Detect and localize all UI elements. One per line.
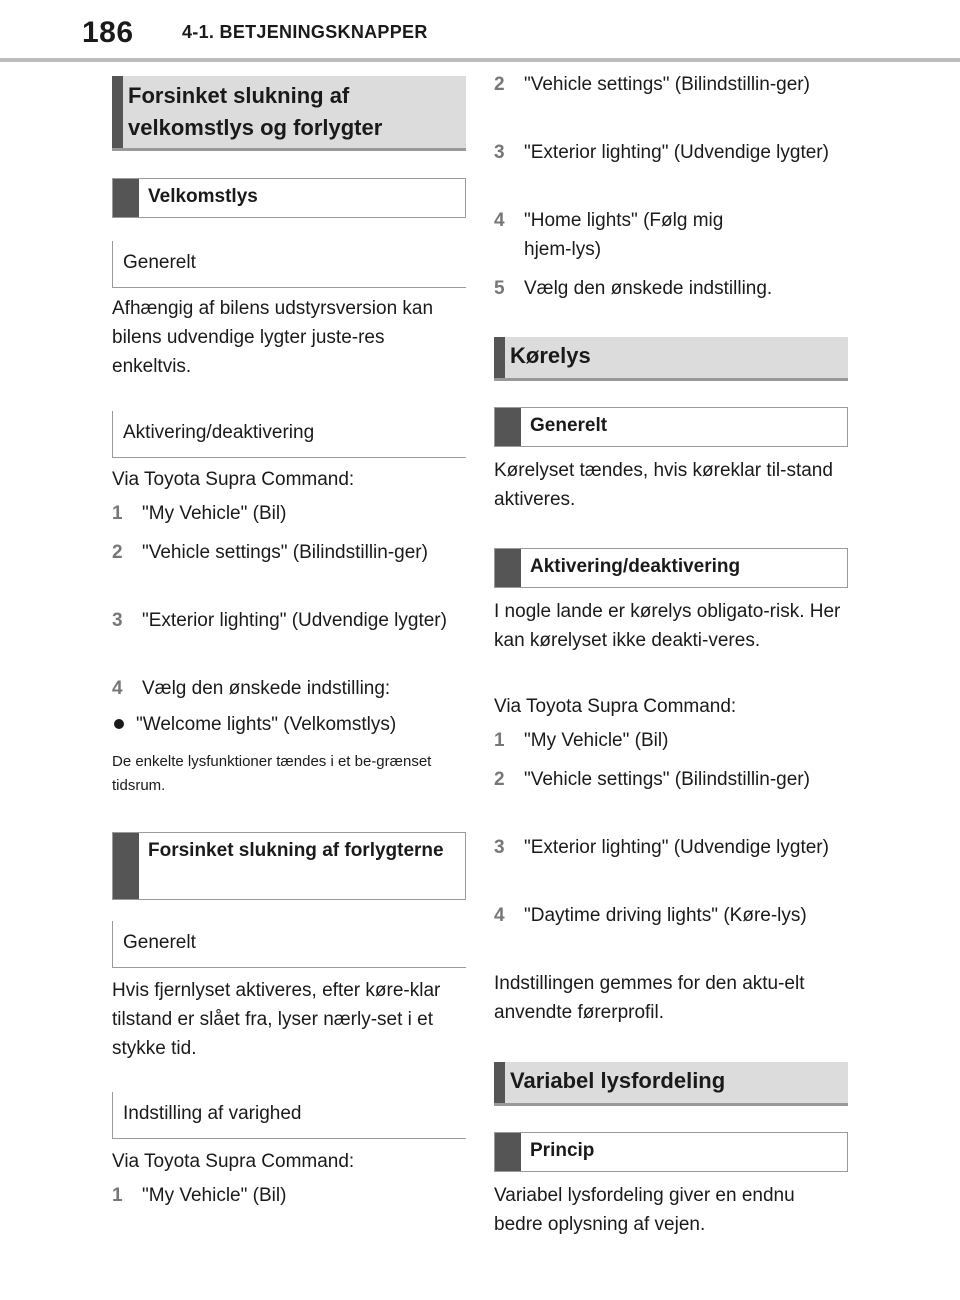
paragraph-equipment: Afhængig af bilens udstyrsversion kan bilens udvendige lygter juste-res enkeltvis.: [112, 298, 434, 377]
step-number: 4: [494, 905, 505, 926]
step-text: Vælg den ønskede indstilling:: [142, 678, 391, 699]
step-number: 2: [112, 542, 123, 563]
step-text: Vælg den ønskede indstilling.: [524, 278, 773, 299]
paragraph-drl-on: Kørelyset tændes, hvis køreklar til-stand aktiveres.: [494, 460, 833, 510]
paragraph-mandatory: I nogle lande er kørelys obligato-risk. Her kan kørelyset ikke deakti-veres.: [494, 601, 841, 651]
header-rule: [0, 58, 960, 62]
section-heading-drl: [494, 337, 848, 381]
note-text: De enkelte lysfunktioner tændes i et be-grænset tidsrum.: [112, 753, 432, 794]
step-text: "My Vehicle" (Bil): [142, 503, 287, 524]
topic-heading-general: [112, 241, 466, 288]
step-number: 1: [112, 1185, 123, 1206]
subsection-heading-general: [494, 407, 848, 447]
paragraph-saved-profile: Indstillingen gemmes for den aktu-elt anvendte førerprofil.: [494, 973, 805, 1023]
step-number: 3: [112, 610, 123, 631]
step-text: "Vehicle settings" (Bilindstillin-ger): [142, 542, 428, 563]
step-text: "Vehicle settings" (Bilindstillin-ger): [524, 74, 810, 95]
step-text: "Vehicle settings" (Bilindstillin-ger): [524, 769, 810, 790]
step-number: 3: [494, 142, 505, 163]
section-heading-variable-light: [494, 1062, 848, 1106]
topic-heading-text: Indstilling af varighed: [123, 1103, 302, 1124]
subsection-heading-text: Princip: [530, 1140, 595, 1161]
step-number: 1: [494, 730, 505, 751]
bullet-text: "Welcome lights" (Velkomstlys): [136, 714, 397, 735]
topic-heading-duration: [112, 1092, 466, 1139]
step-text: "My Vehicle" (Bil): [524, 730, 669, 751]
page-header: [0, 0, 960, 62]
step-text: "Exterior lighting" (Udvendige lygter): [524, 142, 829, 163]
step-text: "Exterior lighting" (Udvendige lygter): [524, 837, 829, 858]
step-text: "Home lights" (Følg mig hjem-lys): [524, 210, 724, 260]
step-text: "Exterior lighting" (Udvendige lygter): [142, 610, 447, 631]
topic-heading-general-2: [112, 921, 466, 968]
paragraph-via-command: Via Toyota Supra Command:: [494, 696, 737, 717]
subsection-heading-text: Velkomstlys: [148, 186, 258, 207]
step-number: 2: [494, 769, 505, 790]
step-number: 4: [494, 210, 505, 231]
step-text: "My Vehicle" (Bil): [142, 1185, 287, 1206]
paragraph-via-command-2: Via Toyota Supra Command:: [112, 1151, 355, 1172]
section-heading-text: Variabel lysfordeling: [510, 1068, 726, 1093]
section-heading-welcome-delay: [112, 76, 466, 151]
section-heading-text: Kørelys: [510, 343, 591, 368]
step-text: "Daytime driving lights" (Køre-lys): [524, 905, 807, 926]
paragraph-high-beam: Hvis fjernlyset aktiveres, efter køre-klar tilstand er slået fra, lyser nærly-set i et stykke tid.: [112, 980, 441, 1059]
topic-heading-text: Aktivering/deaktivering: [123, 422, 315, 443]
subsection-heading-headlight-delay: [112, 832, 466, 900]
paragraph-principle: Variabel lysfordeling giver en endnu bedre oplysning af vejen.: [494, 1185, 795, 1235]
subsection-heading-text: Generelt: [530, 415, 608, 436]
subsection-heading-principle: [494, 1132, 848, 1172]
step-number: 4: [112, 678, 123, 699]
topic-heading-text: Generelt: [123, 252, 196, 273]
paragraph-via-command: Via Toyota Supra Command:: [112, 469, 355, 490]
step-number: 3: [494, 837, 505, 858]
section-heading-text: Forsinket slukning af velkomstlys og forlygter: [128, 83, 383, 140]
subsection-heading-activation: [494, 548, 848, 588]
subsection-heading-text: Forsinket slukning af forlygterne: [148, 840, 444, 861]
subsection-heading-welcome-lights: [112, 178, 466, 218]
topic-heading-activation: [112, 411, 466, 458]
step-number: 5: [494, 278, 505, 299]
subsection-heading-text: Aktivering/deaktivering: [530, 556, 741, 577]
step-number: 1: [112, 503, 123, 524]
step-number: 2: [494, 74, 505, 95]
topic-heading-text: Generelt: [123, 932, 196, 953]
page-number: 186: [82, 16, 134, 49]
bullet-icon: [114, 719, 124, 729]
chapter-title: 4-1. BETJENINGSKNAPPER: [182, 22, 428, 42]
